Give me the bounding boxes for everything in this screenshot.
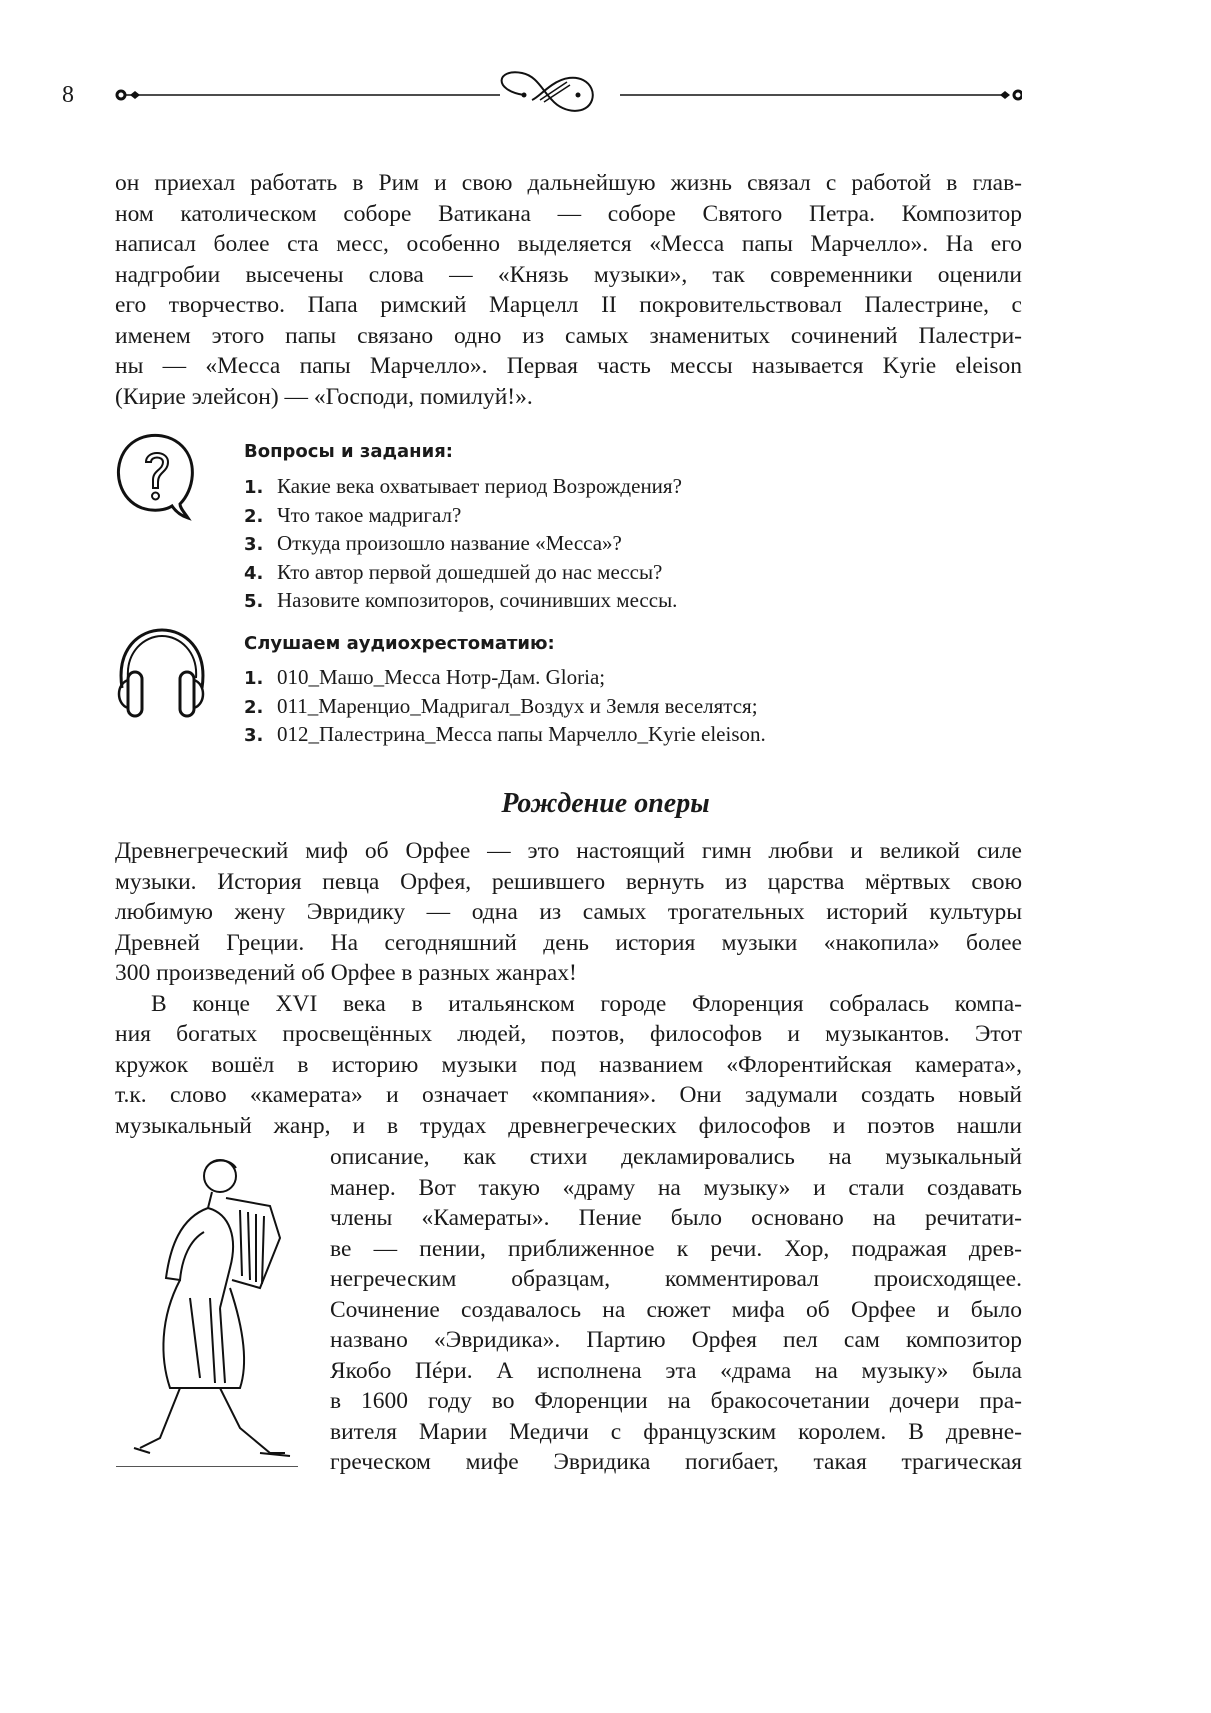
section-heading: Рождение оперы: [501, 788, 710, 819]
text-line: описание, как стихи декламировались на музыкальный: [330, 1144, 1022, 1170]
text-line: написал более ста месс, особенно выделяется «Месса папы Марчелло». На его: [115, 231, 1022, 257]
text-line: т.к. слово «камерата» и означает «компания». Они задумали создать новый: [115, 1082, 1022, 1108]
item-text: Что такое мадригал?: [277, 502, 462, 527]
text-line: В конце XVI века в итальянском городе Флоренция собралась компа-: [151, 990, 1022, 1017]
header-ornament-divider: [112, 70, 1022, 120]
text-line: (Кирие элейсон) — «Господи, помилуй!».: [115, 383, 533, 410]
illustration-baseline: [116, 1466, 298, 1467]
paragraph-palestrina: [115, 168, 1022, 412]
item-number: 2.: [244, 505, 264, 527]
item-number: 3.: [244, 534, 264, 556]
item-text: 010_Машо_Месса Нотр-Дам. Gloria;: [277, 665, 606, 689]
item-text: 011_Маренцио_Мадригал_Воздух и Земля веселятся;: [277, 693, 758, 718]
headphones-icon: [112, 628, 212, 720]
list-item: [244, 586, 682, 615]
text-line: члены «Камераты». Пение было основано на речитати-: [330, 1205, 1022, 1231]
text-line: кружок вошёл в историю музыки под названием «Флорентийская камерата»,: [115, 1051, 1022, 1078]
text-line: Якобо Пéри. А исполнена эта «драма на музыку» была: [330, 1357, 1022, 1384]
text-line: греческом мифе Эвридика погибает, такая трагическая: [330, 1449, 1022, 1475]
item-number: 3.: [244, 725, 264, 747]
item-number: 1.: [244, 668, 264, 689]
text-line: он приехал работать в Рим и свою дальнейшую жизнь связал с работой в глав-: [115, 170, 1022, 196]
item-text: Откуда произошло название «Месса»?: [277, 531, 622, 556]
text-line: негреческим образцам, комментировал происходящее.: [330, 1266, 1022, 1292]
text-line: ве — пении, приближенное к речи. Хор, подражая древ-: [330, 1235, 1022, 1262]
text-line: ны — «Месса папы Марчелло». Первая часть мессы называется Kyrie eleison: [115, 353, 1022, 379]
list-item: [244, 529, 682, 558]
list-item: [244, 472, 682, 501]
orpheus-with-lyre-illustration: [120, 1148, 310, 1463]
text-line: 300 произведений об Орфее в разных жанрах!: [115, 960, 577, 986]
item-text: Назовите композиторов, сочинивших мессы.: [277, 588, 678, 613]
text-line: его творчество. Папа римский Марцелл II покровительствовал Палестрине, с: [115, 292, 1022, 318]
question-bubble-icon: [116, 432, 196, 522]
page-number: 8: [62, 82, 74, 108]
list-item: [244, 692, 766, 721]
listening-title: Слушаем аудиохрестоматию:: [244, 633, 555, 654]
text-line: ном католическом соборе Ватикана — соборе Святого Петра. Композитор: [115, 200, 1022, 227]
list-item: [244, 501, 682, 530]
item-text: 012_Палестрина_Месса папы Марчелло_Kyrie eleison.: [277, 722, 766, 747]
text-line: манер. Вот такую «драму на музыку» и стали создавать: [330, 1174, 1022, 1201]
item-number: 5.: [244, 591, 264, 613]
listening-list: [244, 663, 766, 749]
text-line: музыки. История певца Орфея, решившего вернуть из царства мёртвых свою: [115, 868, 1022, 895]
text-line: надгробии высечены слова — «Князь музыки», так современники оценили: [115, 261, 1022, 288]
text-line: именем этого папы связано одно из самых знаменитых сочинений Палестри-: [115, 322, 1022, 349]
text-line: названо «Эвридика». Партию Орфея пел сам композитор: [330, 1327, 1022, 1353]
list-item: [244, 558, 682, 587]
questions-title: Вопросы и задания:: [244, 441, 453, 462]
item-text: Какие века охватывает период Возрождения?: [277, 474, 682, 498]
item-number: 4.: [244, 562, 264, 584]
item-text: Кто автор первой дошедшей до нас мессы?: [277, 559, 663, 584]
text-line: Сочинение создавалось на сюжет мифа об Орфее и было: [330, 1296, 1022, 1323]
paragraph-camerata-continued: [330, 1142, 1022, 1478]
questions-list: [244, 472, 682, 615]
text-line: вителя Марии Медичи с французским королем. В древне-: [330, 1418, 1022, 1445]
text-line: в 1600 году во Флоренции на бракосочетании дочери пра-: [330, 1388, 1022, 1414]
list-item: [244, 720, 766, 749]
text-line: музыкальный жанр, и в трудах древнегреческих философов и поэтов нашли: [115, 1112, 1022, 1139]
paragraph-orpheus-myth: [115, 836, 1022, 1141]
text-line: Древней Греции. На сегодняшний день история музыки «накопила» более: [115, 929, 1022, 956]
list-item: [244, 663, 766, 692]
text-line: любимую жену Эвридику — одна из самых трогательных историй культуры: [115, 899, 1022, 925]
text-line: ния богатых просвещённых людей, поэтов, философов и музыкантов. Этот: [115, 1021, 1022, 1047]
text-line: Древнегреческий миф об Орфее — это настоящий гимн любви и великой силе: [115, 838, 1022, 864]
item-number: 1.: [244, 477, 264, 498]
item-number: 2.: [244, 696, 264, 718]
